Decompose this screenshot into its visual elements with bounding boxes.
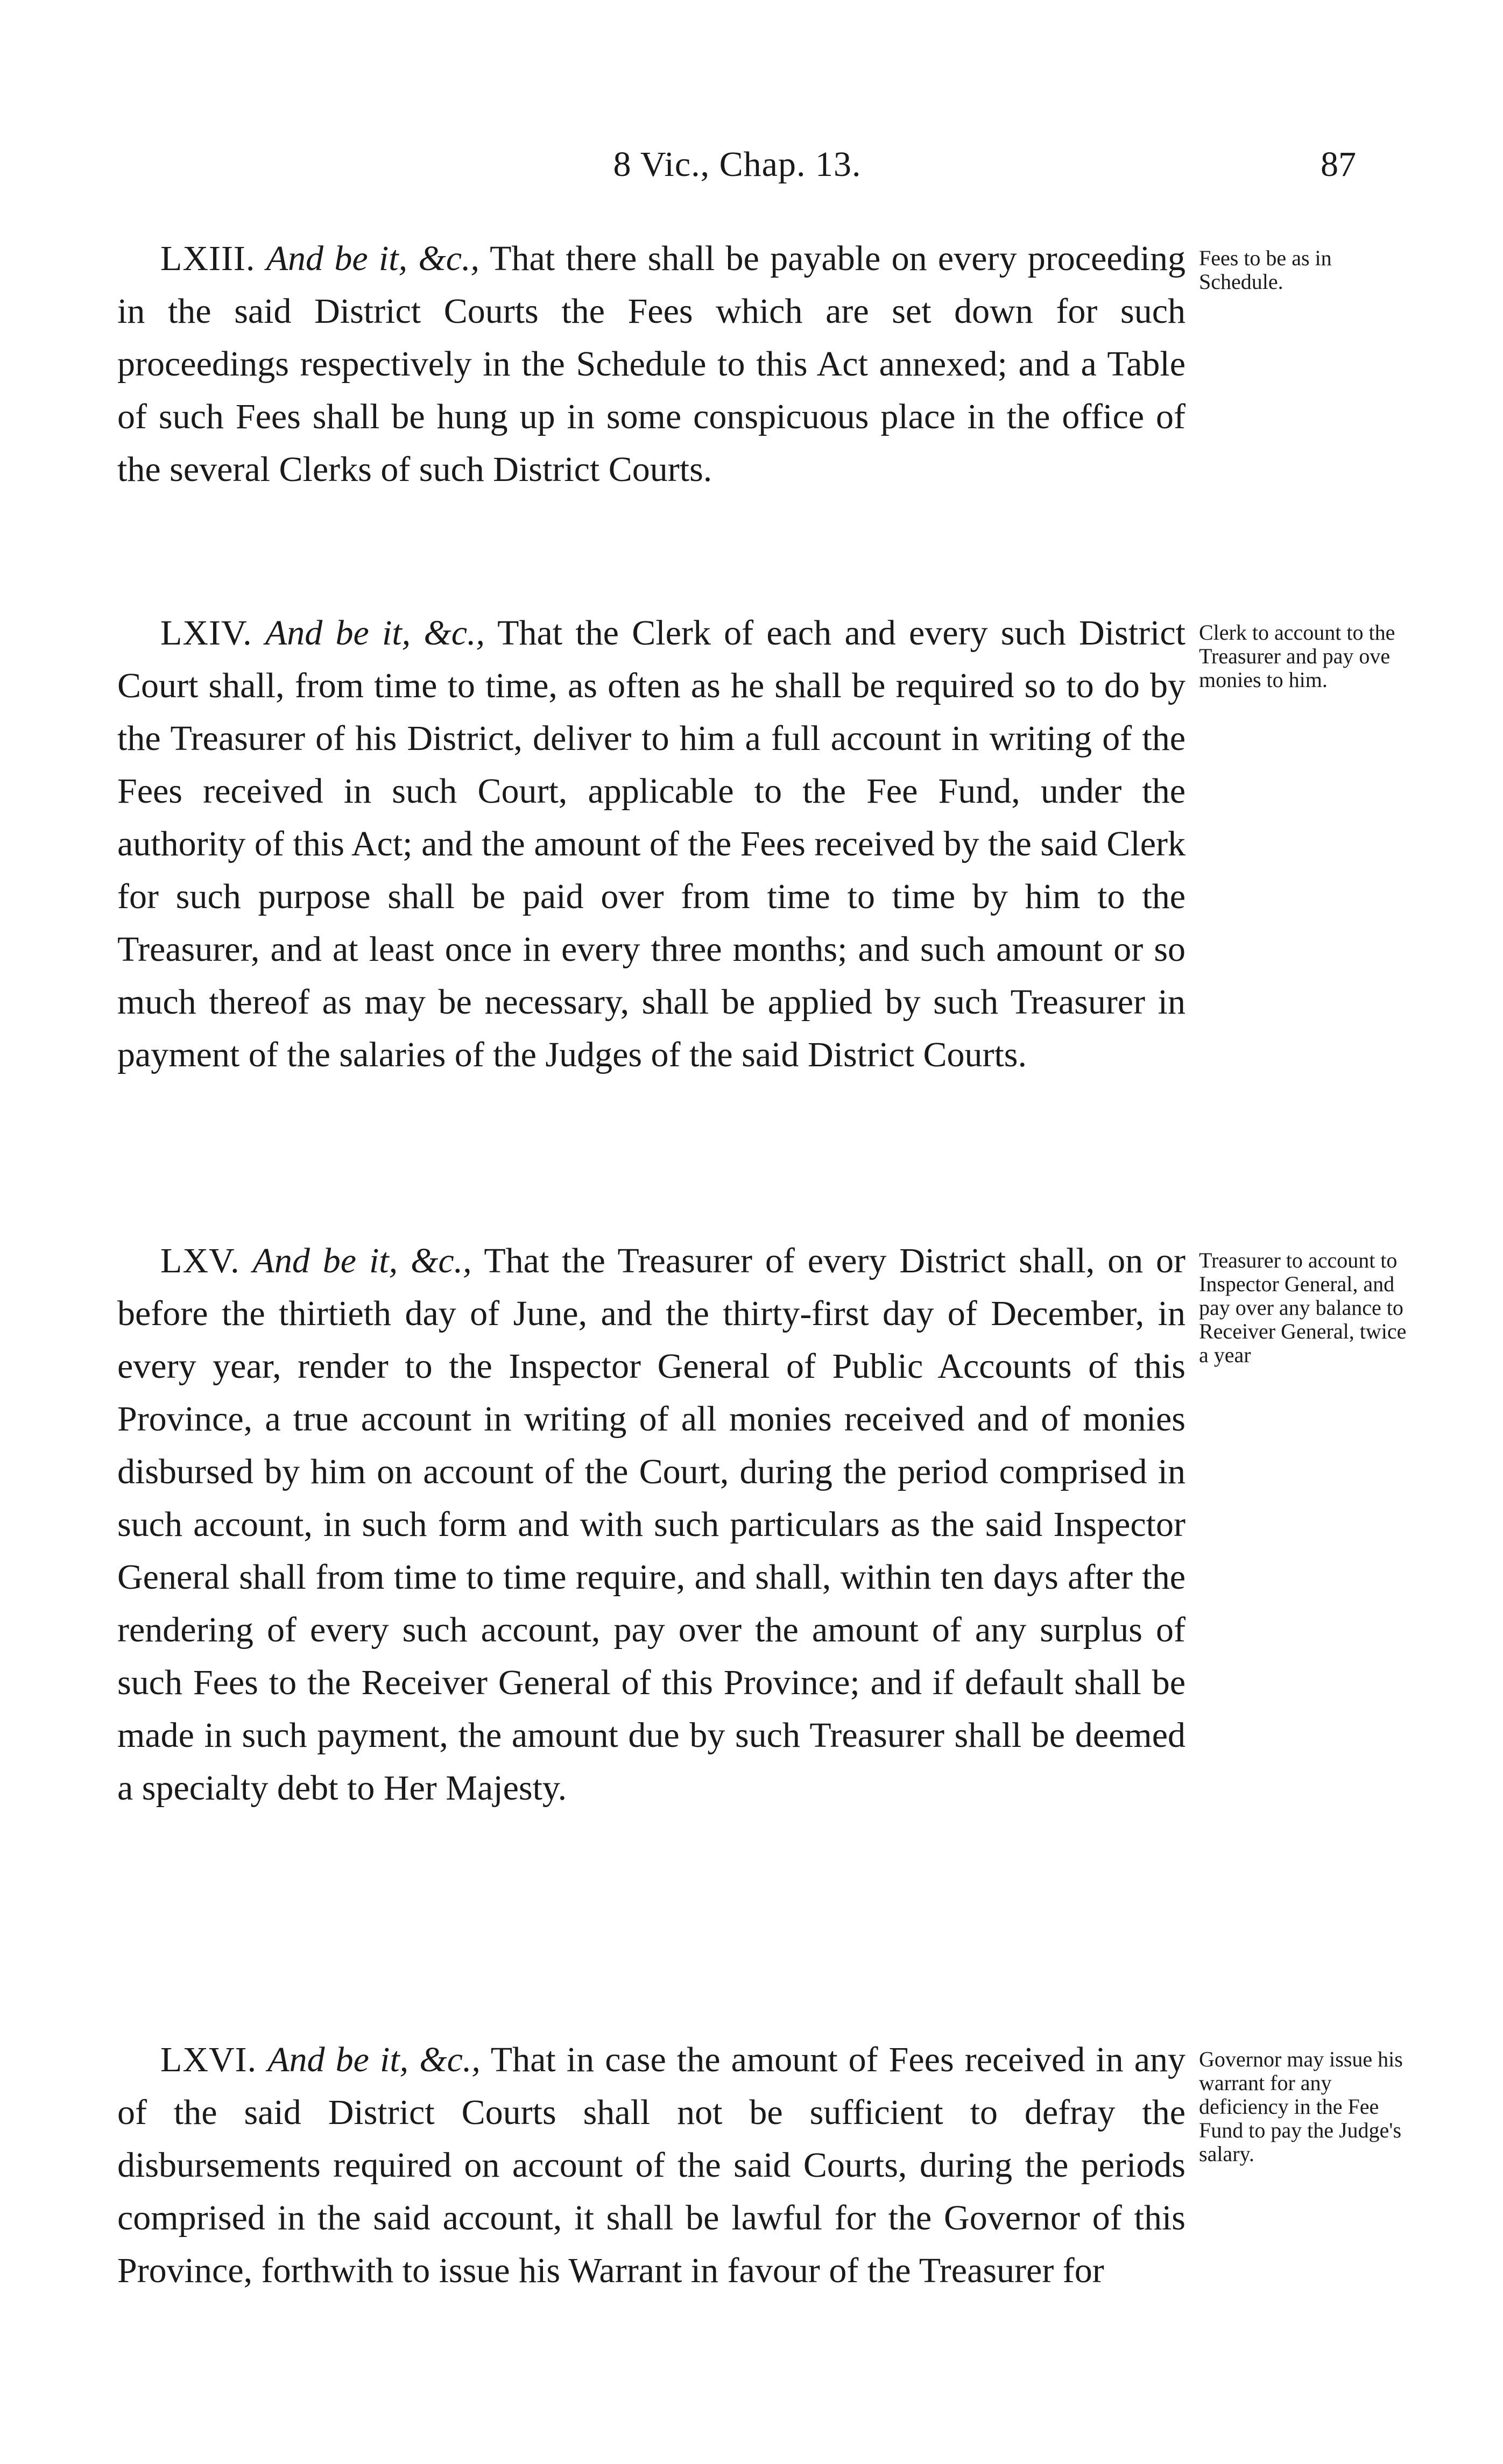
section-number: LXV. <box>160 1241 240 1280</box>
section-number: LXIII. <box>160 239 256 278</box>
margin-note: Clerk to account to the Treasurer and pay ove monies to him. <box>1199 620 1395 692</box>
section-body <box>117 232 1186 496</box>
section-body <box>117 1235 1186 1815</box>
section-number: LXIV. <box>160 613 252 653</box>
section-text: That in case the amount of Fees received in any of the said District Courts shall not be sufficient to defray the disbursements required on account of the said Courts, during the periods comprised in the said account, it shall be lawful for the Governor of this Province, forthwith to issue his Warrant in favour of the Treasurer for <box>117 2040 1186 2290</box>
section-intro: And be it, &c., <box>266 239 480 278</box>
margin-note: Governor may issue his warrant for any deficiency in the Fee Fund to pay the Judge's salary. <box>1199 2047 1403 2166</box>
page-number: 87 <box>1321 145 1356 184</box>
running-head: 8 Vic., Chap. 13. <box>613 145 862 184</box>
section-intro: And be it, &c., <box>265 613 485 653</box>
page-header <box>118 144 1356 198</box>
section-text: That the Treasurer of every District shall, on or before the thirtieth day of June, and the thirty-first day of December, in every year, render to the Inspector General of Public Accounts of this Province, a true account in writing of all monies received and of monies disbursed by him on account of the Court, during the period comprised in such account, in such form and with such particulars as the said Inspector General shall from time to time require, and shall, within ten days after the rendering of every such account, pay over the amount of any surplus of such Fees to the Receiver General of this Province; and if default shall be made in such payment, the amount due by such Treasurer shall be deemed a specialty debt to Her Majesty. <box>117 1241 1186 1808</box>
margin-note: Fees to be as in Schedule. <box>1199 246 1332 294</box>
section-number: LXVI. <box>160 2040 257 2079</box>
section-lxv <box>117 1235 1407 1815</box>
section-text: That there shall be payable on every proceeding in the said District Courts the Fees which are set down for such proceedings respectively in the Schedule to this Act annexed; and a Table of such Fees shall be hung up in some conspicuous place in the office of the several Clerks of such District Courts. <box>117 239 1186 489</box>
section-body <box>117 2034 1186 2297</box>
section-lxiv <box>117 607 1403 1081</box>
section-lxiii <box>117 232 1403 496</box>
section-intro: And be it, &c., <box>267 2040 481 2079</box>
section-intro: And be it, &c., <box>252 1241 472 1280</box>
margin-note: Treasurer to account to Inspector General, and pay over any balance to Receiver General, twice a year <box>1199 1248 1407 1367</box>
section-text: That the Clerk of each and every such District Court shall, from time to time, as often as he shall be required so to do by the Treasurer of his District, deliver to him a full account in writing of the Fees received in such Court, applicable to the Fee Fund, under the authority of this Act; and the amount of the Fees received by the said Clerk for such purpose shall be paid over from time to time by him to the Treasurer, and at least once in every three months; and such amount or so much thereof as may be necessary, shall be applied by such Treasurer in payment of the salaries of the Judges of the said District Courts. <box>117 613 1186 1074</box>
section-lxvi <box>117 2034 1403 2297</box>
section-body <box>117 607 1186 1081</box>
